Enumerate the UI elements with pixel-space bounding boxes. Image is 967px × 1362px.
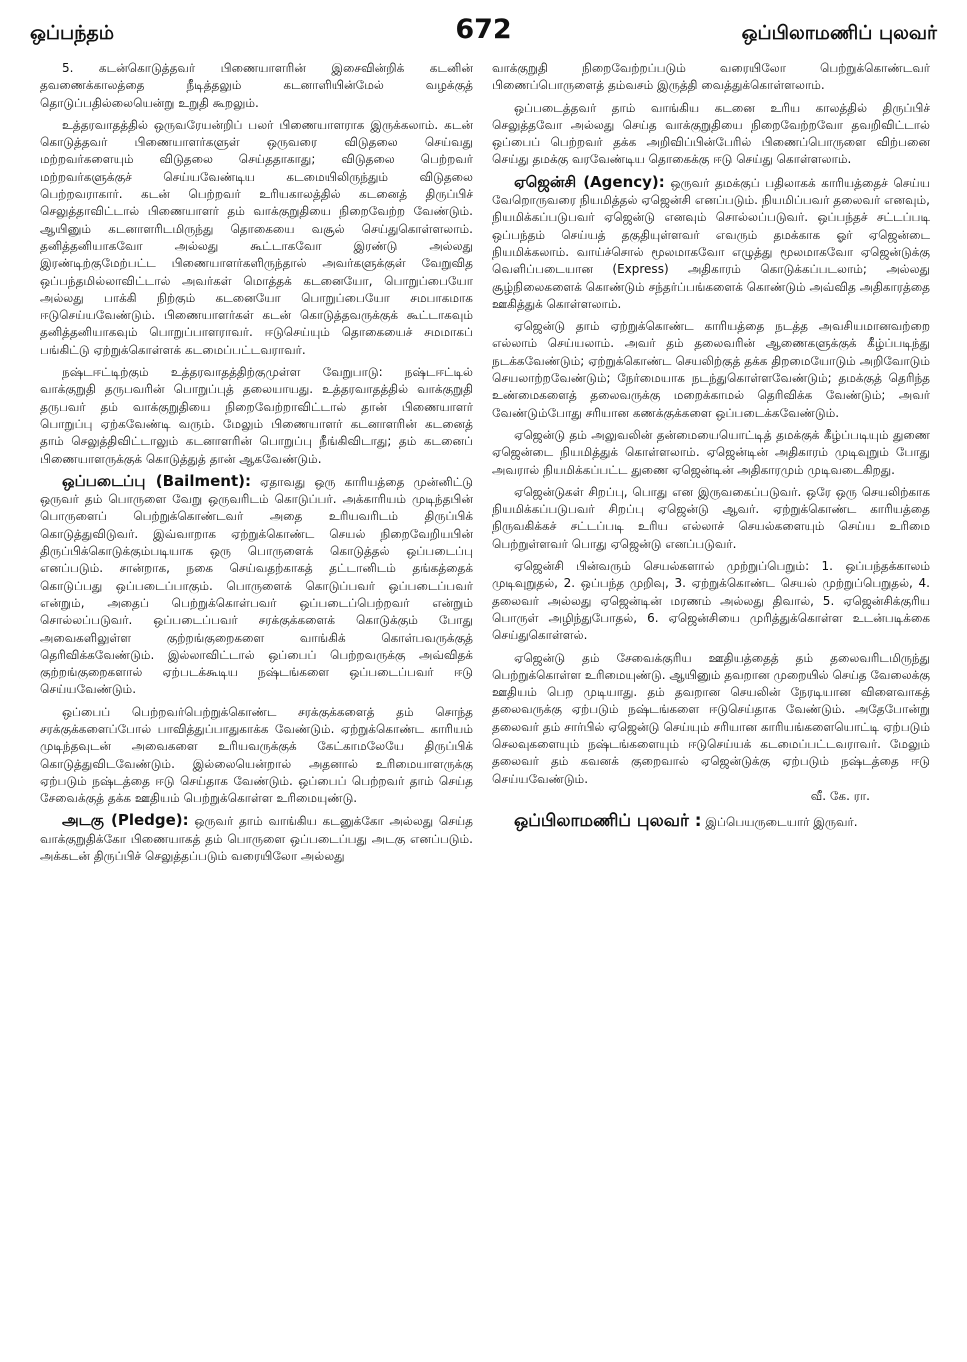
paragraph-text: இப்பெயருடையார் இருவர். <box>705 815 858 830</box>
paragraph-text: ஒருவர் தாம் வாங்கிய கடனுக்கோ அல்லது செய்த வாக்குறுதிக்கோ பிணையாகத் தம் பொருளை ஒப்படைப்பது அடகு எனப்படும். அக்கடன் திருப்பிச் செலுத்தப்படும் வரையிலோ அல்லது <box>40 814 473 864</box>
left-paragraph <box>40 60 473 112</box>
left-paragraph <box>40 704 473 808</box>
entry-heading: ஒப்படைப்பு (Bailment): <box>62 471 251 490</box>
left-paragraph <box>40 812 473 865</box>
right-paragraph <box>492 813 930 831</box>
left-column <box>40 60 473 870</box>
paragraph-text: உத்தரவாதத்தில் ஒருவரேயன்றிப் பலர் பிணையாளராக இருக்கலாம். கடன் கொடுத்தவர் பிணையாளர்களுள் ஒருவரை விடுதலை செய்வது மற்றவர்களையும் விடுதலை செய்ததாகாது; விடுதலை பெற்றவர் மற்றவர்களுக்குச் செய்யவேண்டிய கடமையிலிருந்தும் விடுதலை பெற்றவராகார். கடன் பெற்றவர் உரியகாலத்தில் கடனைத் திருப்பிச் செலுத்தாவிட்டால் பிணையாளர் தம் வாக்குறுதியை நிறைவேற்ற வேண்டும். ஆயினும் கடனாளரிடமிருந்து தொகையை வசூல் செய்துகொள்ளலாம். தனித்தனியாகவோ அல்லது கூட்டாகவோ இரண்டு அல்லது இரண்டிற்குமேற்பட்ட பிணையாளர்களிருந்தால் அவர்களுக்குள் வேறுவித ஒப்பந்தமில்லாவிட்டால் அவர்கள் மொத்தக் கடனையோ, பொறுப்பையோ அல்லது பாக்கி நிற்கும் கடனையோ பொறுப்பையோ சமபாகமாக ஈடுசெய்யவேண்டும். பிணையாளர்கள் கடன் கொடுத்தவருக்குக் கூட்டாகவும் தனித்தனியாகவும் பொறுப்பாளராவர். ஈடுசெய்யும் தொகையைச் சமமாகப் பங்கிட்டு ஏற்றுக்கொள்ளக் கடமைப்பட்டவராவர். <box>40 117 473 357</box>
page-number: 672 <box>455 14 512 45</box>
left-paragraph <box>40 117 473 359</box>
paragraph-text: ஏஜென்டு தம் அலுவலின் தன்மையையொட்டித் தமக்குக் கீழ்ப்படியும் துணை ஏஜென்டை நியமித்துக் கொள்ளலாம். ஏஜென்டின் அதிகாரம் முடிவுறும் போது அவரால் நியமிக்கப்பட்ட துணை ஏஜென்டின் அதிகாரமும் முடிவடைகிறது. <box>492 427 930 477</box>
author-signature: வீ. கே. ரா. <box>810 788 870 803</box>
paragraph-text: ஏதாவது ஒரு காரியத்தை முன்னிட்டு ஒருவர் தம் பொருளை வேறு ஒருவரிடம் கொடுப்பர். அக்காரியம் முடிந்தபின் பொருளைப் பெற்றுக்கொண்டவர் அதை உரியவரிடம் திருப்பிக் கொடுத்துவிடுவர். இவ்வாறாக ஏற்றுக்கொண்ட செயல் நிறைவேறியபின் திருப்பிக்கொடுக்கும்படியாக ஒரு பொருளைக் கொடுத்தல் ஒப்படைப்பு எனப்படும். சான்றாக, நகை செய்வதற்காகத் தட்டானிடம் தங்கத்தைக் கொடுப்பது ஒப்படைப்பாகும். பொருளைக் கொடுப்பவர் ஒப்படைப்பவர் என்றும், அதைப் பெற்றுக்கொள்பவர் ஒப்படைப்பெற்றவர் என்றும் சொல்லப்படுவர். ஒப்படைப்பவர் சரக்குக்களைக் கொடுக்கும் போது அவைகளிலுள்ள குற்றங்குறைகளை வாங்கிக் கொள்பவருக்குத் தெரிவிக்கவேண்டும். இல்லாவிட்டால் ஒப்பைப் பெற்றவருக்கு அவ்விதக் குற்றங்குறைகளால் ஏற்படக்கூடிய நஷ்டங்களை ஒப்படைப்பவர் ஈடு செய்யவேண்டும். <box>40 474 474 697</box>
entry-heading: ஒப்பிலாமணிப் புலவர் : <box>514 811 702 832</box>
right-paragraph <box>492 558 930 644</box>
entry-heading: அடகு (Pledge): <box>62 811 189 830</box>
page-header <box>30 12 937 52</box>
right-paragraph <box>492 100 930 169</box>
paragraph-text: ஒப்படைத்தவர் தாம் வாங்கிய கடனை உரிய காலத்தில் திருப்பிச் செலுத்தவோ அல்லது செய்த வாக்குறுதியை நிறைவேற்றவோ தவறிவிட்டால் ஒப்பைப் பெற்றவர் தக்க அறிவிப்பின்பேரில் பிணைப்பொருளை விற்பனை செய்து தமக்கு வரவேண்டிய தொகைக்கு ஈடு செய்து கொள்ளலாம். <box>492 100 930 167</box>
entry-heading: ஏஜென்சி (Agency): <box>514 172 665 191</box>
right-paragraph <box>492 484 930 553</box>
left-paragraph <box>40 473 473 699</box>
header-right-title: ஒப்பிலாமணிப் புலவர் <box>741 22 937 44</box>
right-column <box>492 60 930 836</box>
paragraph-text: நஷ்டஈட்டிற்கும் உத்தரவாதத்திற்குமுள்ள வேறுபாடு: நஷ்டஈட்டில் வாக்குறுதி தருபவரின் பொறுப்புத் தலையாயது. உத்தரவாதத்தில் வாக்குறுதி தருபவர் தம் வாக்குறுதியை நிறைவேற்றாவிட்டால் தான் பிணையாளர் பொறுப்பு ஏற்கவேண்டி வரும். மேலும் பிணையாளர் கடனாளரின் கடனைத் தாம் செலுத்திவிட்டாலும் கடனாளரின் பொறுப்பு நீங்கிவிடாது; தம் கடனைப் பிணையாளருக்குக் கொடுத்துத் தான் ஆகவேண்டும். <box>40 365 473 466</box>
paragraph-text: ஏஜென்டு தம் சேவைக்குரிய ஊதியத்தைத் தம் தலைவரிடமிருந்து பெற்றுக்கொள்ள உரிமையுண்டு. ஆயினும் தவறான முறையில் செய்த வேலைக்கு ஊதியம் பெற முடியாது. தம் தவறான செயலின் நேரடியான விளைவாகத் தலைவருக்கு ஏற்படும் நஷ்டங்களை ஈடுசெய்தாக வேண்டும். அதேபோன்று தலைவர் தம் சார்பில் ஏஜென்டு செய்யும் சரியான காரியங்களையொட்டி ஏற்படும் செலவுகளையும் நஷ்டங்களையும் ஈடுசெய்யக் கடமைப்பட்டவராவர். மேலும் தலைவர் தம் கவனக் குறைவால் ஏஜென்டுக்கு ஏற்படும் நஷ்டத்தை ஈடு செய்யவேண்டும். <box>492 650 930 786</box>
right-paragraph <box>492 60 930 95</box>
paragraph-text: ஒப்பைப் பெற்றவர்பெற்றுக்கொண்ட சரக்குக்களைத் தம் சொந்த சரக்குக்களைப்போல் பாவித்துப்பாதுகாக்க வேண்டும். ஏற்றுக்கொண்ட காரியம் முடிந்தவுடன் அவைகளை உரியவருக்குக் கேட்காமலேயே திருப்பிக் கொடுத்துவிடவேண்டும். இல்லையென்றால் அதனால் உரிமையாளருக்கு ஏற்படும் நஷ்டத்தை ஈடு செய்தாக வேண்டும். ஒப்பைப் பெற்றவர் தாம் செய்த சேவைக்குத் தக்க ஊதியம் பெற்றுக்கொள்ள உரிமையுண்டு. <box>40 704 473 806</box>
right-paragraph <box>492 650 930 806</box>
right-paragraph <box>492 318 930 422</box>
right-paragraph <box>492 427 930 479</box>
paragraph-text: ஏஜென்டுகள் சிறப்பு, பொது என இருவகைப்படுவர். ஒரே ஒரு செயலிற்காக நியமிக்கப்படுபவர் சிறப்பு ஏஜென்டு ஆவர். ஏற்றுக்கொண்ட காரியத்தை நிருவகிக்கச் சட்டப்படி உரிய எல்லாச் செயல்களையும் செய்ய உரிமை பெற்றுள்ளவர் பொது ஏஜென்டு எனப்படுவர். <box>492 484 930 551</box>
left-paragraph <box>40 364 473 468</box>
paragraph-text: வாக்குறுதி நிறைவேற்றப்படும் வரையிலோ பெற்றுக்கொண்டவர் பிணைப்பொருளைத் தம்வசம் இருத்தி வைத்துக்கொள்ளலாம். <box>492 61 930 93</box>
paragraph-text: ஏஜென்சி பின்வரும் செயல்களால் முற்றுப்பெறும்: 1. ஒப்பந்தக்காலம் முடிவுறுதல், 2. ஒப்பந்த முறிவு, 3. ஏற்றுக்கொண்ட செயல் முற்றுப்பெறுதல், 4. தலைவர் அல்லது ஏஜென்டின் மரணம் அல்லது திவால், 5. ஏஜென்சிக்குரிய பொருள் அழிந்துபோதல், 6. ஏஜென்சியை முரித்துக்கொள்ள உடன்படிக்கை செய்துகொள்ளல். <box>492 559 930 643</box>
right-paragraph <box>492 174 930 313</box>
paragraph-text: ஒருவர் தமக்குப் பதிலாகக் காரியத்தைச் செய்ய வேறொருவரை நியமித்தல் ஏஜென்சி எனப்படும். நியமிப்பவர் தலைவர் எனவும், நியமிக்கப்படுபவர் ஏஜென்டு எனவும் சொல்லப்படுவர். ஒப்பந்தச் சட்டப்படி ஒப்பந்தம் செய்யத் தகுதியுள்ளவர் எவரும் தமக்காக ஓர் ஏஜென்டை நியமிக்கலாம். வாய்ச்சொல் மூலமாகவோ எழுத்து மூலமாகவோ ஏஜென்டுக்கு வெளிப்படையான (Express) அதிகாரம் கொடுக்கப்படலாம்; அல்லது சூழ்நிலைகளைக் கொண்டும் சந்தர்ப்பங்களைக் கொண்டும் அவ்வித அதிகாரத்தை ஊகித்துக் கொள்ளலாம். <box>492 175 930 311</box>
header-left-title: ஒப்பந்தம் <box>30 22 115 44</box>
paragraph-text: ஏஜென்டு தாம் ஏற்றுக்கொண்ட காரியத்தை நடத்த அவசியமானவற்றை எல்லாம் செய்யலாம். அவர் தம் தலைவரின் ஆணைகளுக்குக் கீழ்ப்படிந்து நடக்கவேண்டும்; ஏற்றுக்கொண்ட செயலிற்குத் தக்க திறமையோடும் அறிவோடும் செயலாற்றவேண்டும்; நேர்மையாக நடந்துகொள்ளவேண்டும்; தமக்குத் தெரிந்த உண்மைகளைத் தலைவருக்கு மறைக்காமல் தெரிவிக்க வேண்டும்; அவர் வேண்டும்போது சரியான கணக்குக்களை ஒப்படைக்கவேண்டும். <box>492 319 930 420</box>
paragraph-text: 5. கடன்கொடுத்தவர் பிணையாளரின் இசைவின்றிக் கடனின் தவணைக்காலத்தை நீடித்தலும் கடனாளியின்மேல் வழக்குத் தொடுப்பதில்லையென்று உறுதி கூறலும். <box>40 61 473 110</box>
